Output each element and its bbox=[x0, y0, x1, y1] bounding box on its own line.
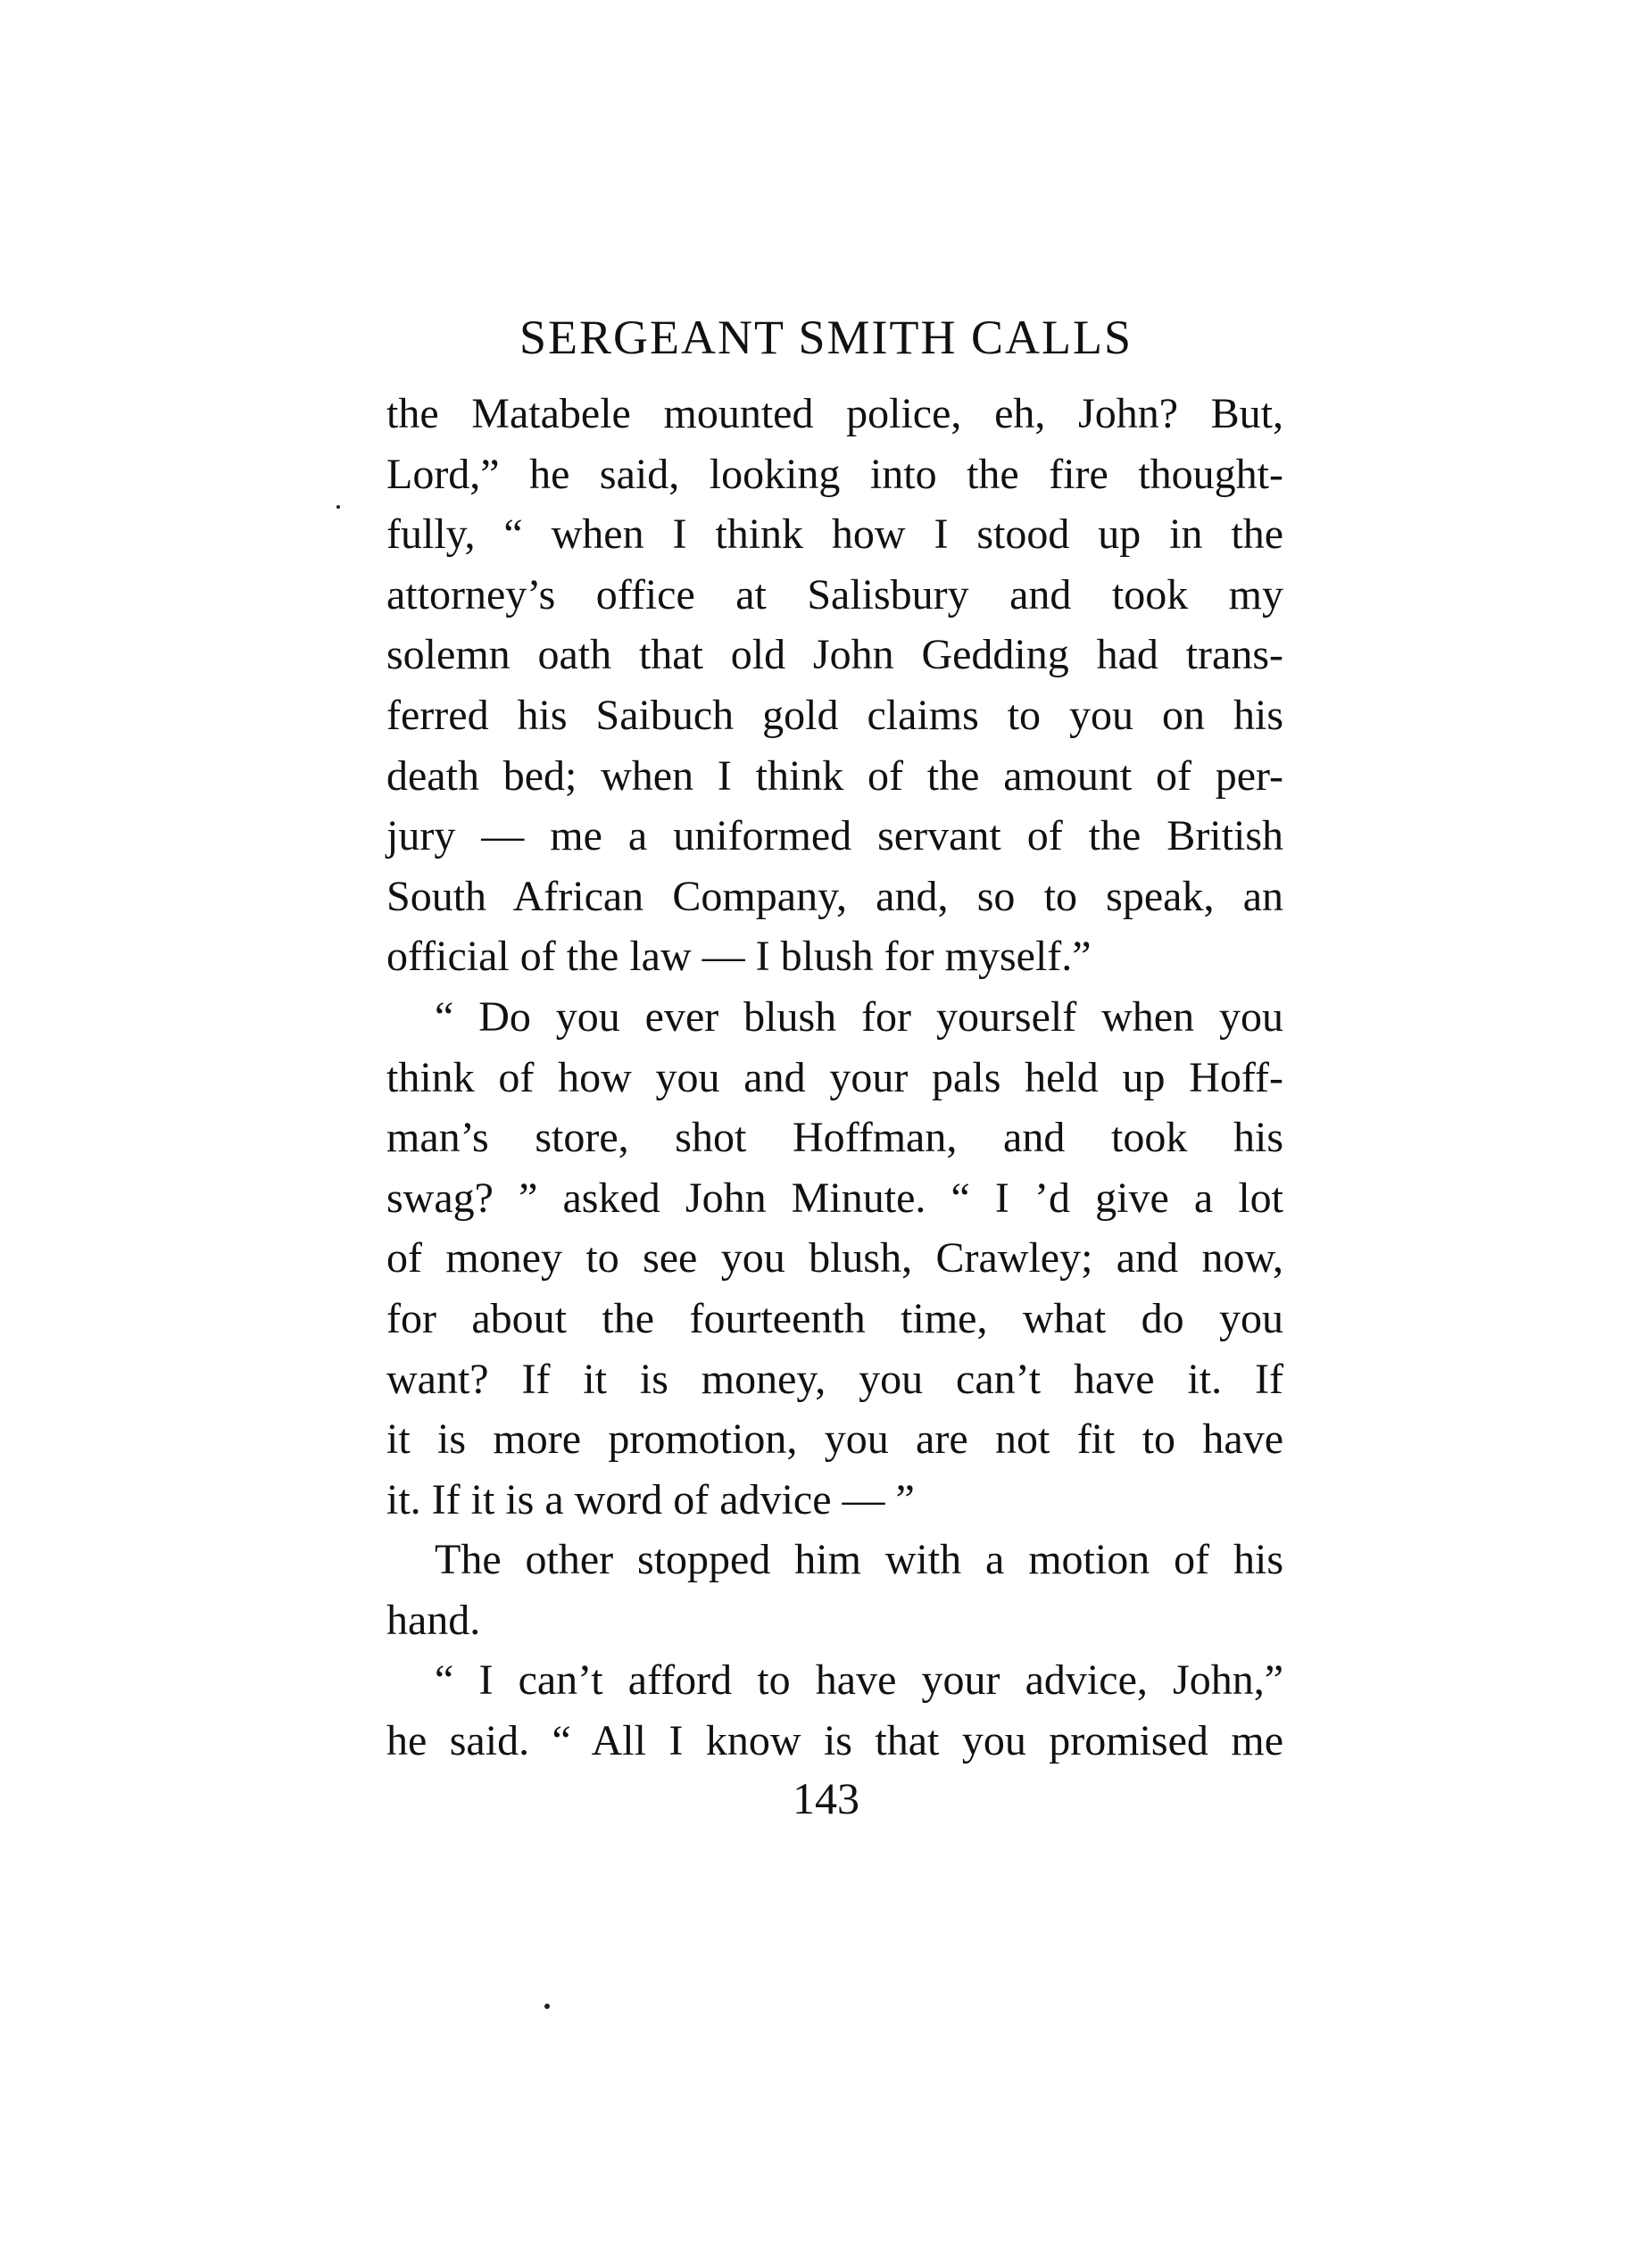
text-line: it. If it is a word of advice — ” bbox=[386, 1475, 915, 1523]
paragraph bbox=[386, 384, 1283, 987]
text-line: for about the fourteenth time, what do you bbox=[386, 1294, 1283, 1342]
text-line: swag? ” asked John Minute. “ I ’d give a lot bbox=[386, 1174, 1283, 1222]
page-number: 143 bbox=[793, 1773, 859, 1823]
scan-speck bbox=[544, 2004, 550, 2009]
text-line: want? If it is money, you can’t have it. If bbox=[386, 1355, 1283, 1403]
text-line: the Matabele mounted police, eh, John? But, bbox=[386, 390, 1283, 437]
text-line: think of how you and your pals held up Hoff- bbox=[386, 1053, 1283, 1101]
paragraph bbox=[386, 987, 1283, 1530]
text-line: “ I can’t afford to have your advice, John,” bbox=[435, 1656, 1283, 1705]
text-line: death bed; when I think of the amount of per- bbox=[386, 751, 1283, 800]
text-line: hand. bbox=[386, 1596, 481, 1644]
text-line: solemn oath that old John Gedding had trans- bbox=[386, 631, 1283, 679]
text-line: “ Do you ever blush for yourself when you bbox=[435, 992, 1283, 1041]
text-line: Lord,” he said, looking into the fire thought- bbox=[386, 450, 1283, 498]
paragraph bbox=[386, 1650, 1283, 1771]
text-line: it is more promotion, you are not fit to have bbox=[386, 1415, 1283, 1464]
paragraph bbox=[386, 1530, 1283, 1650]
text-line: South African Company, and, so to speak, an bbox=[386, 872, 1283, 920]
text-line: fully, “ when I think how I stood up in the bbox=[386, 510, 1283, 559]
text-line: The other stopped him with a motion of his bbox=[435, 1536, 1283, 1584]
text-line: official of the law — I blush for myself.” bbox=[386, 933, 1092, 981]
running-head: SERGEANT SMITH CALLS bbox=[519, 311, 1133, 364]
body-text bbox=[386, 384, 1283, 1772]
text-line: he said. “ All I know is that you promised me bbox=[386, 1717, 1283, 1765]
text-line: attorney’s office at Salisbury and took my bbox=[386, 570, 1283, 618]
scan-speck bbox=[336, 505, 340, 509]
text-line: ferred his Saibuch gold claims to you on his bbox=[386, 691, 1283, 739]
text-line: jury — me a uniformed servant of the British bbox=[386, 812, 1283, 860]
text-line: of money to see you blush, Crawley; and now, bbox=[386, 1234, 1283, 1282]
text-line: man’s store, shot Hoffman, and took his bbox=[386, 1114, 1283, 1162]
